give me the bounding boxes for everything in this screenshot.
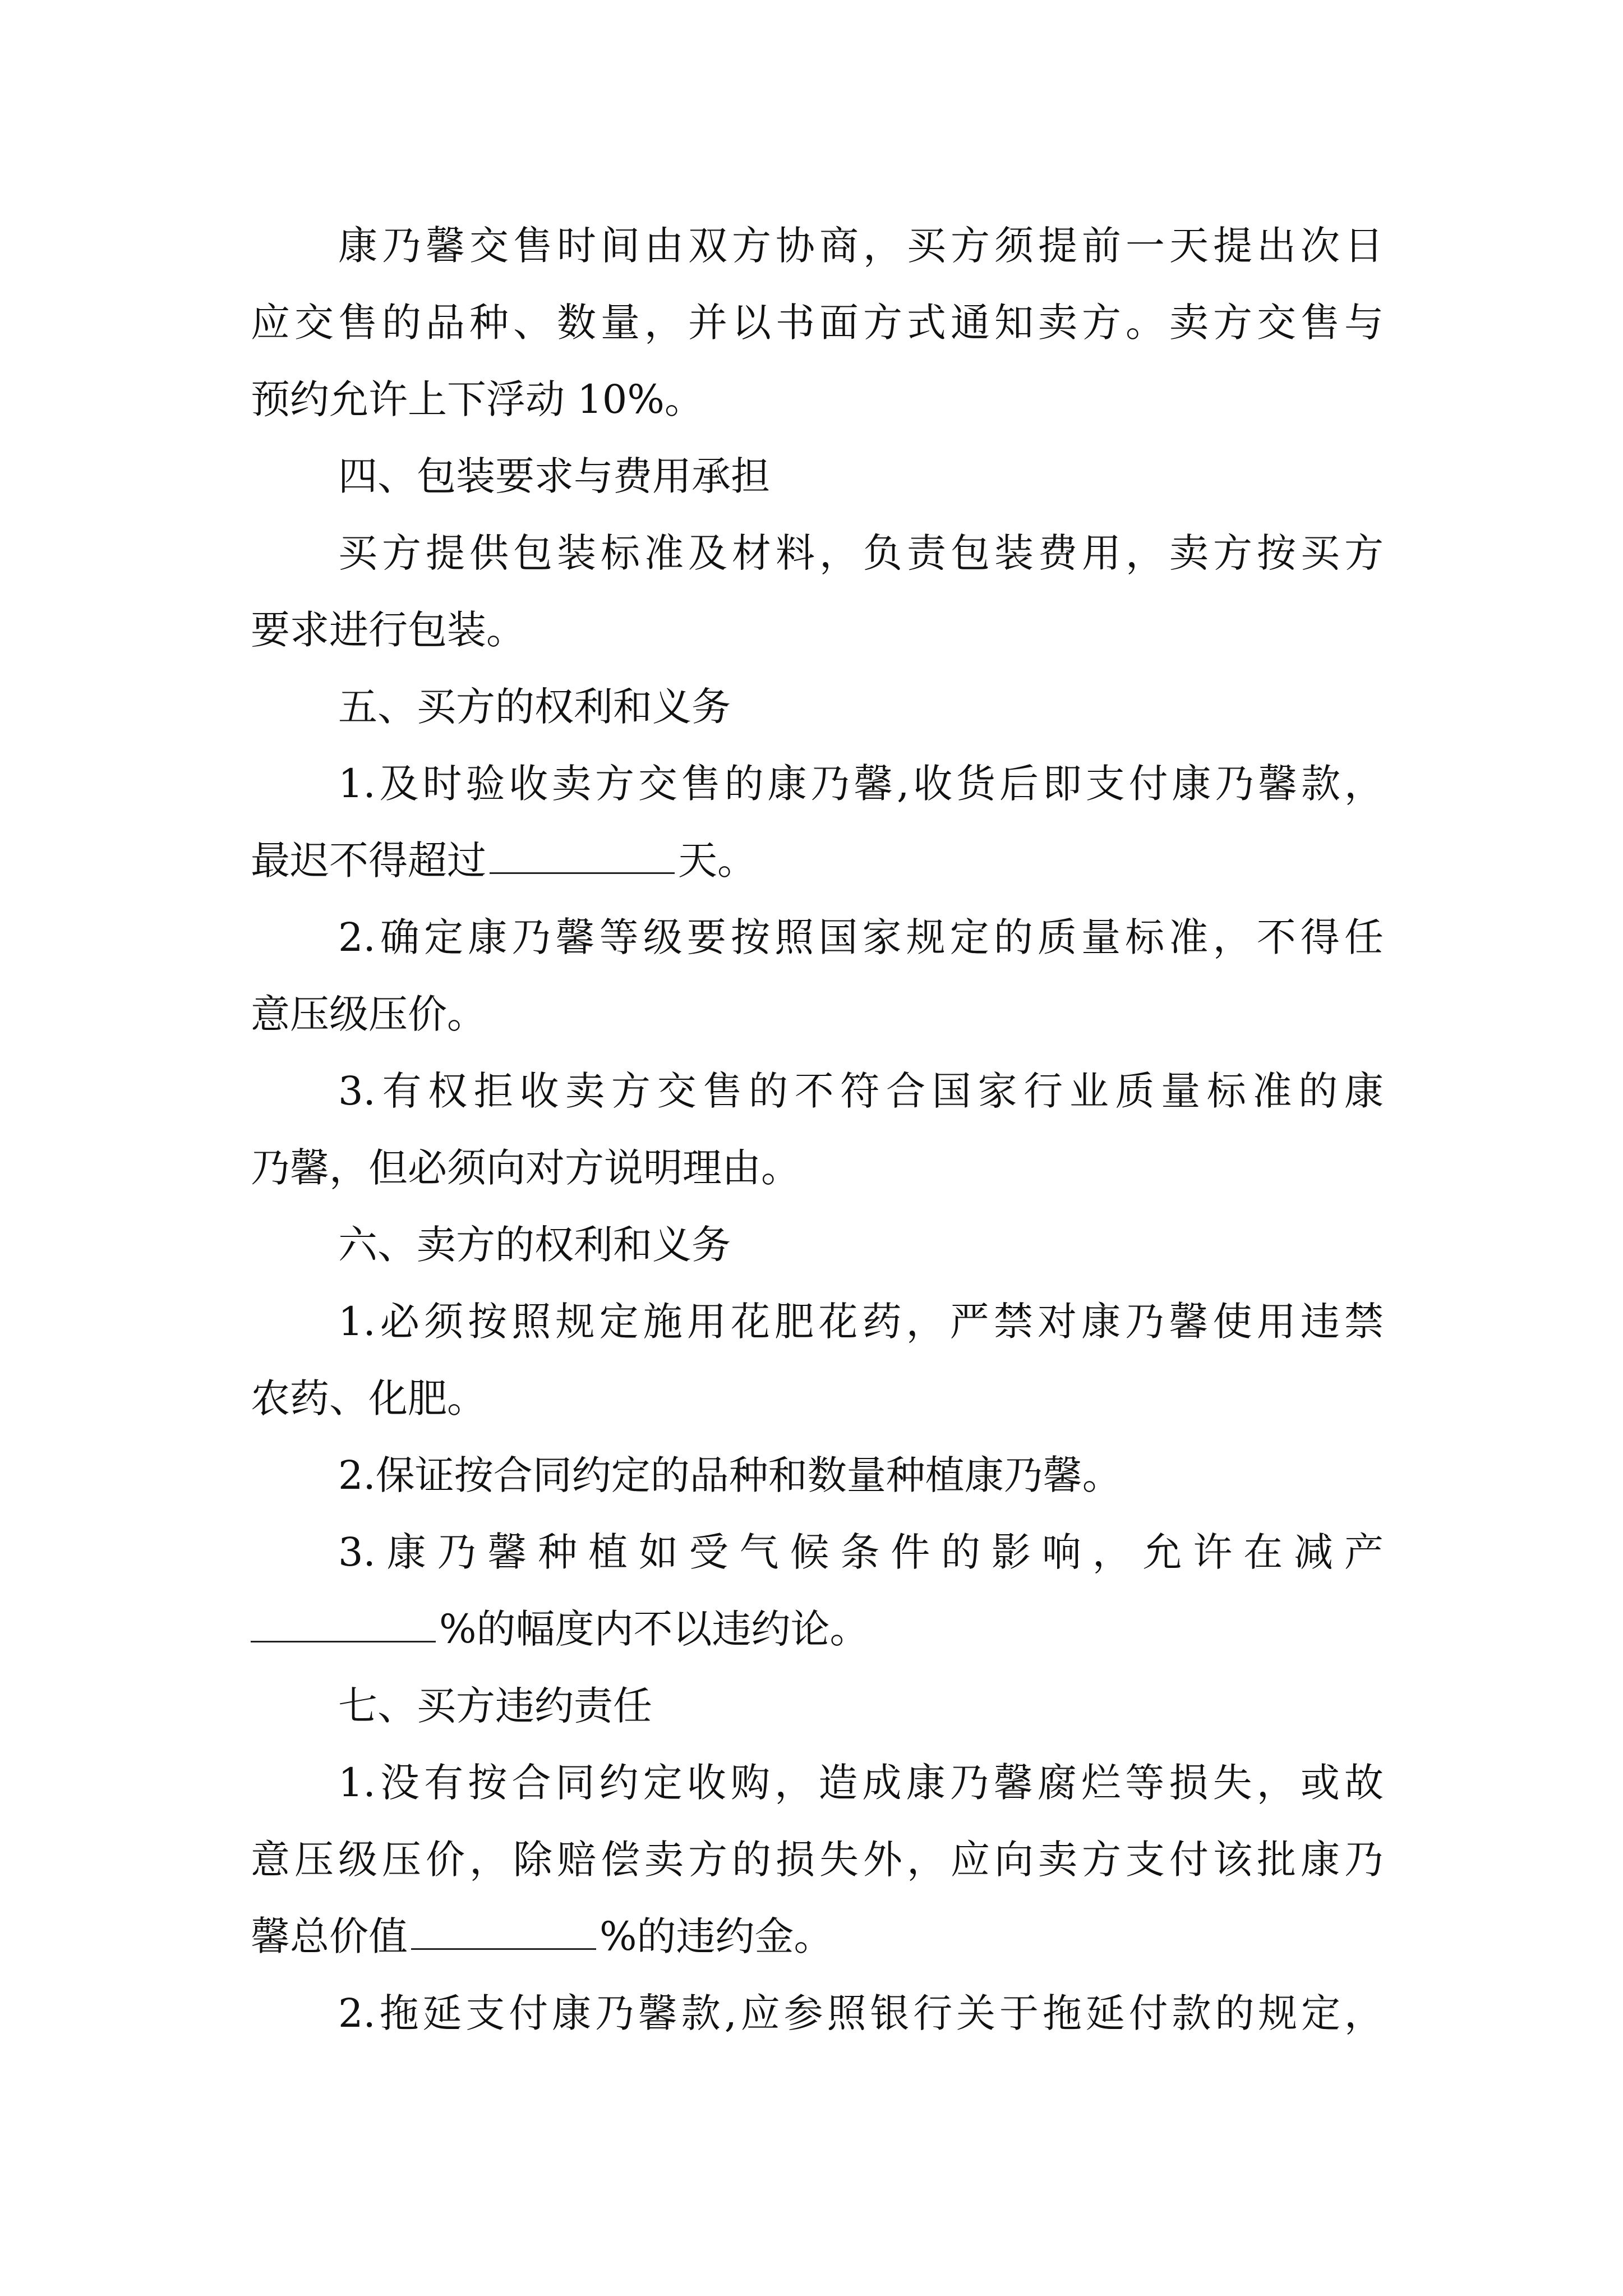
paragraph-line: 康乃馨交售时间由双方协商，买方须提前一天提出次日 (338, 223, 1384, 269)
line-text: 馨总价值 (251, 1913, 408, 1959)
line-text: %的幅度内不以违约论。 (439, 1606, 869, 1652)
section-heading: 六、卖方的权利和义务 (338, 1222, 731, 1268)
paragraph-line: 1.没有按合同约定收购，造成康乃馨腐烂等损失，或故 (338, 1760, 1384, 1806)
section-heading: 四、包装要求与费用承担 (338, 453, 770, 499)
paragraph-line: 1.必须按照规定施用花肥花药，严禁对康乃馨使用违禁 (338, 1299, 1384, 1345)
paragraph-line: 应交售的品种、数量，并以书面方式通知卖方。卖方交售与 (251, 300, 1384, 346)
paragraph-line: 买方提供包装标准及材料，负责包装费用，卖方按买方 (338, 530, 1384, 576)
paragraph-line: 2.确定康乃馨等级要按照国家规定的质量标准，不得任 (338, 914, 1384, 960)
paragraph-line: 2.拖延支付康乃馨款,应参照银行关于拖延付款的规定， (338, 1990, 1384, 2036)
section-heading: 五、买方的权利和义务 (338, 684, 731, 730)
line-text: %的违约金。 (600, 1913, 833, 1959)
paragraph-line (251, 1595, 1384, 1663)
fill-in-blank (411, 1948, 596, 1950)
line-text: 最迟不得超过 (251, 838, 486, 884)
paragraph-line (251, 827, 1384, 894)
paragraph-line: 3.有权拒收卖方交售的不符合国家行业质量标准的康 (338, 1068, 1384, 1114)
paragraph-line: 意压级压价，除赔偿卖方的损失外，应向卖方支付该批康乃 (251, 1837, 1384, 1883)
paragraph-line: 1.及时验收卖方交售的康乃馨,收货后即支付康乃馨款， (338, 761, 1384, 807)
fill-in-blank (251, 1640, 436, 1642)
section-heading: 七、买方违约责任 (338, 1683, 652, 1729)
paragraph-line: 乃馨，但必须向对方说明理由。 (251, 1145, 800, 1191)
paragraph-line: 意压级压价。 (251, 991, 486, 1037)
paragraph-line: 3.康乃馨种植如受气候条件的影响，允许在减产 (338, 1529, 1384, 1575)
line-text: 天。 (678, 838, 757, 884)
paragraph-line (251, 1903, 1384, 1970)
paragraph-line: 农药、化肥。 (251, 1375, 486, 1421)
paragraph-line: 2.保证按合同约定的品种和数量种植康乃馨。 (338, 1452, 1122, 1498)
fill-in-blank (490, 872, 675, 874)
paragraph-line: 要求进行包装。 (251, 607, 525, 653)
paragraph-line: 预约允许上下浮动 10%。 (251, 376, 704, 422)
